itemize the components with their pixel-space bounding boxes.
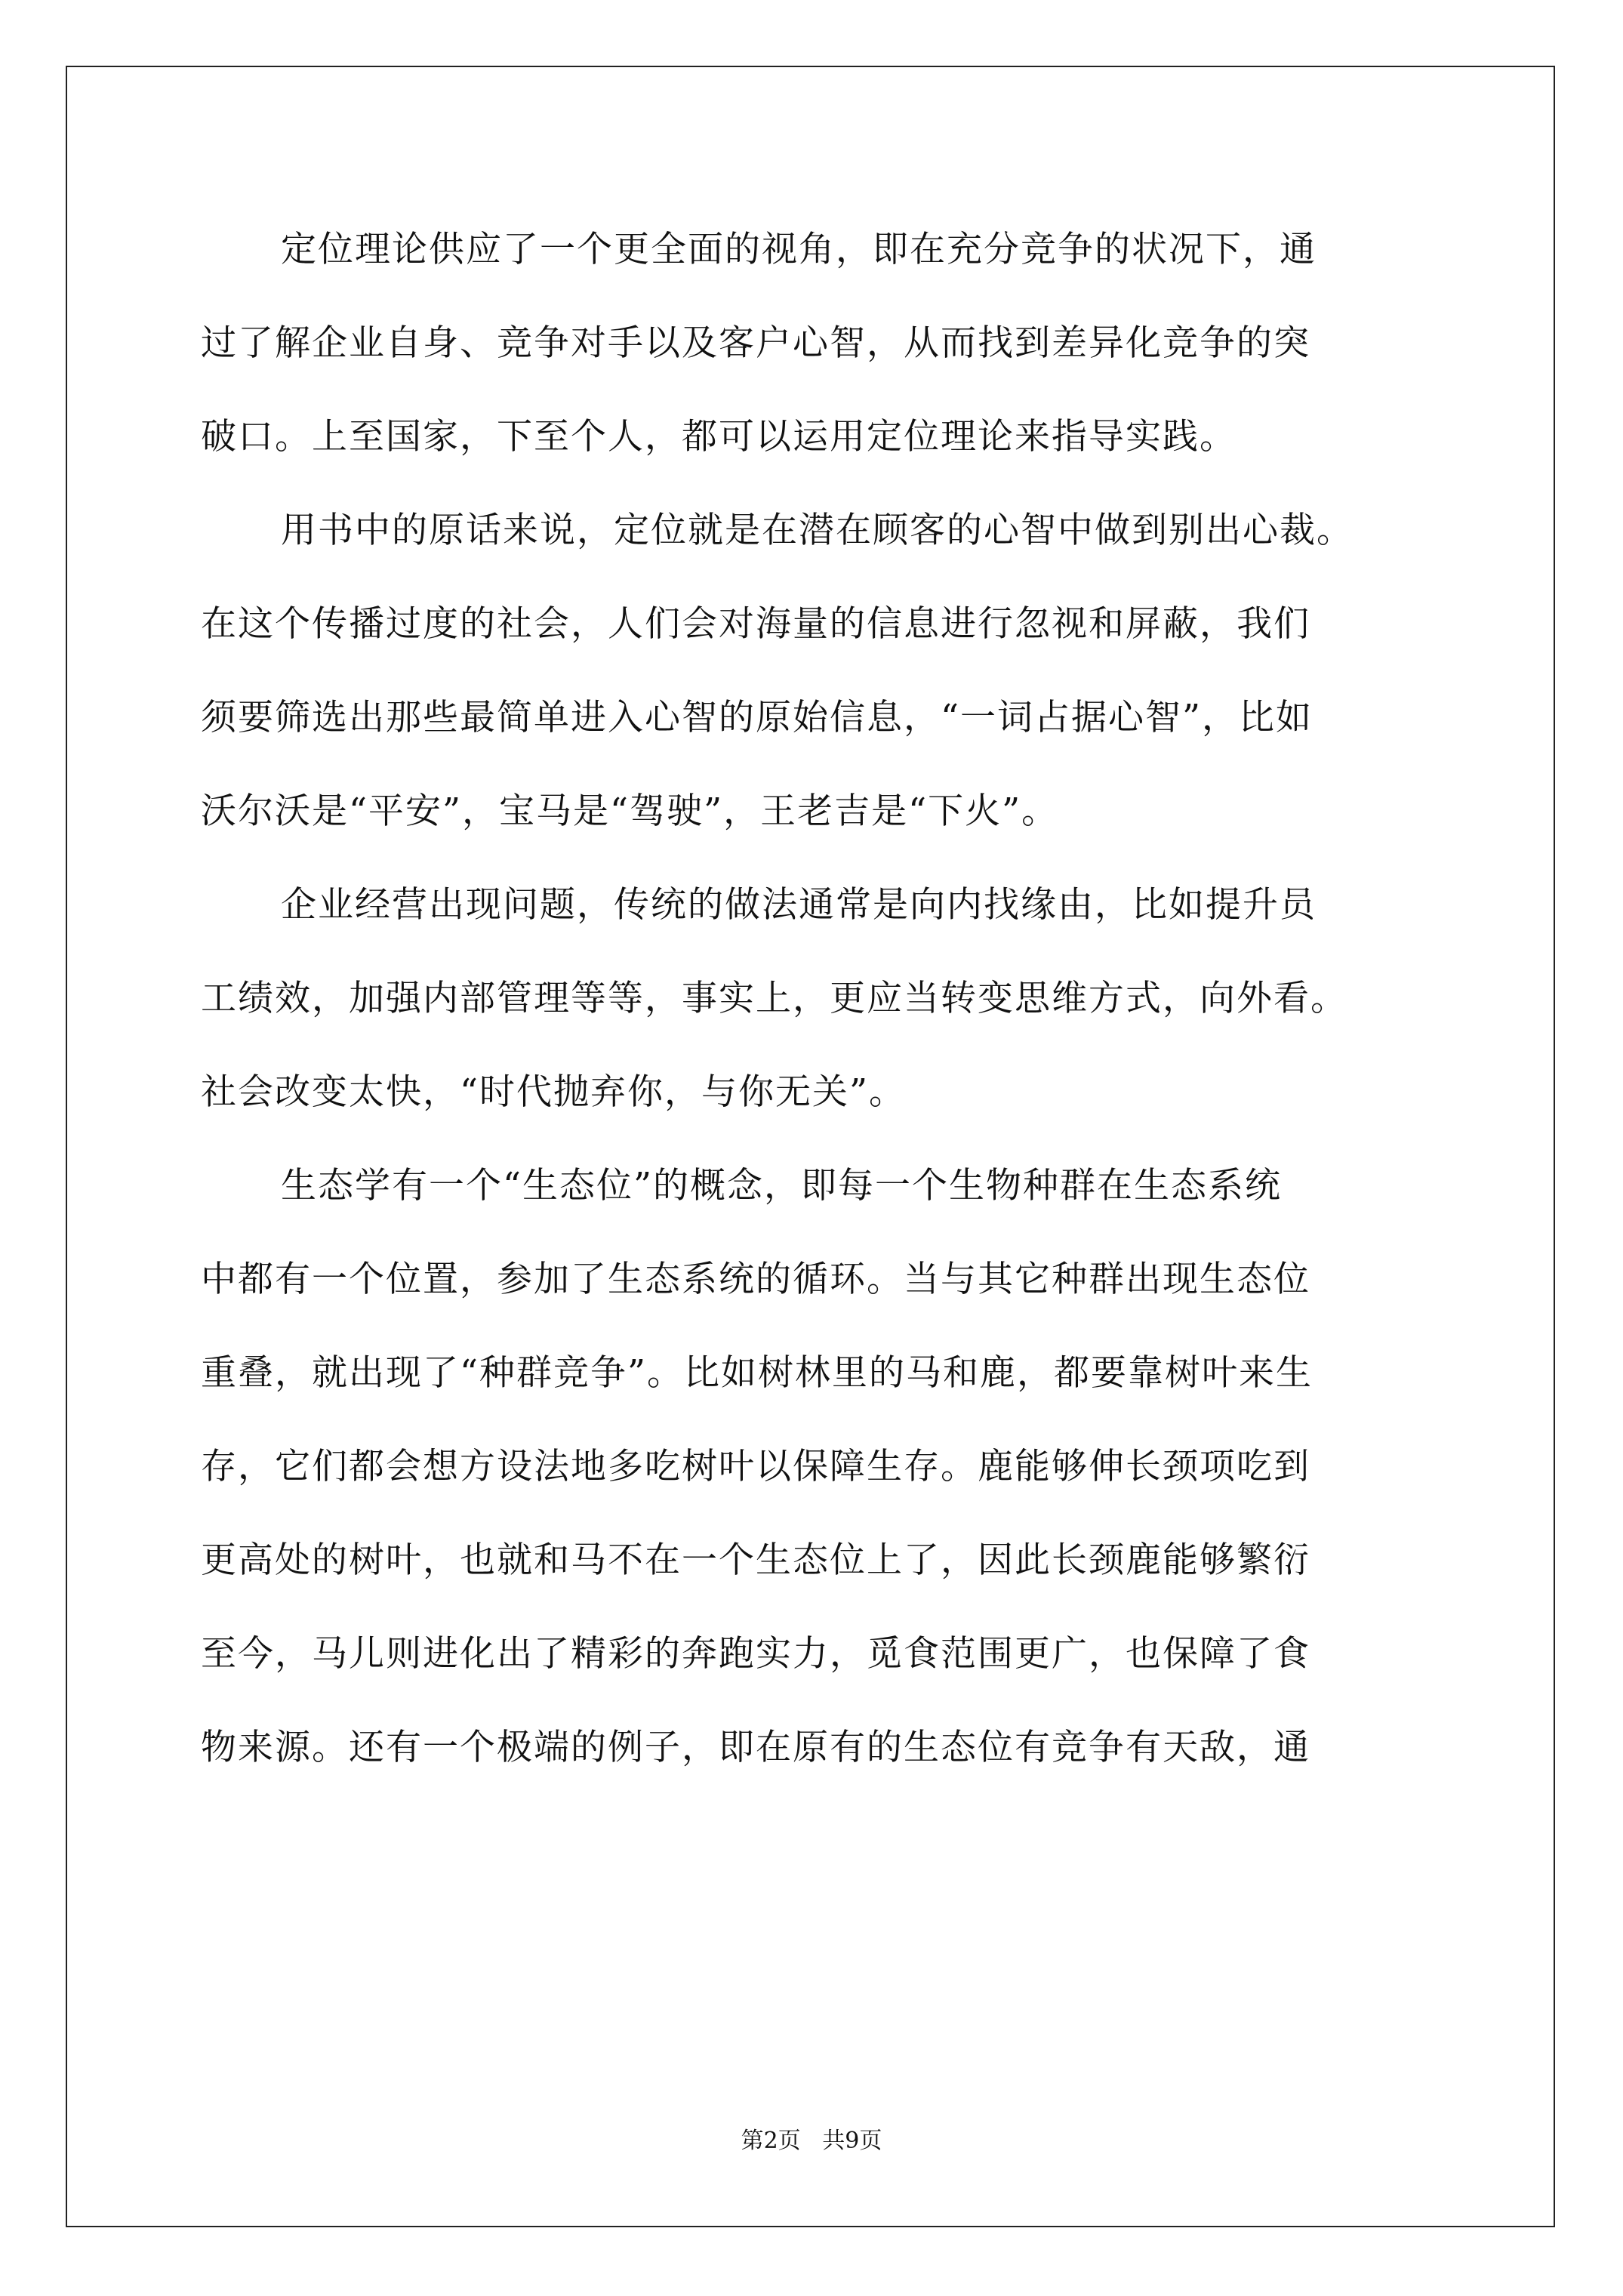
paragraph-2-line-3: 须要筛选出那些最简单进入心智的原始信息，“一词占据心智”，比如 xyxy=(201,697,1313,738)
paragraph-1-line-2: 过了解企业自身、竞争对手以及客户心智，从而找到差异化竞争的突 xyxy=(201,322,1310,364)
paragraph-4-line-7: 物来源。还有一个极端的例子，即在原有的生态位有竞争有天敌，通 xyxy=(201,1727,1310,1768)
paragraph-4-line-3: 重叠，就出现了“种群竞争”。比如树林里的马和鹿，都要靠树叶来生 xyxy=(201,1352,1313,1394)
paragraph-1-line-1: 定位理论供应了一个更全面的视角，即在充分竞争的状况下，通 xyxy=(281,229,1317,270)
paragraph-1-line-3: 破口。上至国家，下至个人，都可以运用定位理论来指导实践。 xyxy=(201,416,1236,458)
paragraph-3-line-1: 企业经营出现问题，传统的做法通常是向内找缘由，比如提升员 xyxy=(281,884,1317,926)
page-number: 第2页 共9页 xyxy=(741,2128,882,2154)
paragraph-3-line-3: 社会改变太快，“时代抛弃你，与你无关”。 xyxy=(201,1071,907,1113)
paragraph-4-line-2: 中都有一个位置，参加了生态系统的循环。当与其它种群出现生态位 xyxy=(201,1259,1310,1300)
paragraph-3-line-2: 工绩效，加强内部管理等等，事实上，更应当转变思维方式，向外看。 xyxy=(201,978,1347,1019)
paragraph-4-line-5: 更高处的树叶，也就和马不在一个生态位上了，因此长颈鹿能够繁衍 xyxy=(201,1539,1310,1581)
paragraph-2-line-1: 用书中的原话来说，定位就是在潜在顾客的心智中做到别出心裁。 xyxy=(281,510,1354,551)
page-border xyxy=(66,66,1555,2227)
paragraph-4-line-4: 存，它们都会想方设法地多吃树叶以保障生存。鹿能够伸长颈项吃到 xyxy=(201,1446,1310,1487)
paragraph-2-line-4: 沃尔沃是“平安”，宝马是“驾驶”，王老吉是“下火”。 xyxy=(201,791,1059,832)
paragraph-2-line-2: 在这个传播过度的社会，人们会对海量的信息进行忽视和屏蔽，我们 xyxy=(201,603,1310,645)
paragraph-4-line-1: 生态学有一个“生态位”的概念，即每一个生物种群在生态系统 xyxy=(281,1165,1283,1207)
paragraph-4-line-6: 至今，马儿则进化出了精彩的奔跑实力，觅食范围更广，也保障了食 xyxy=(201,1633,1310,1675)
